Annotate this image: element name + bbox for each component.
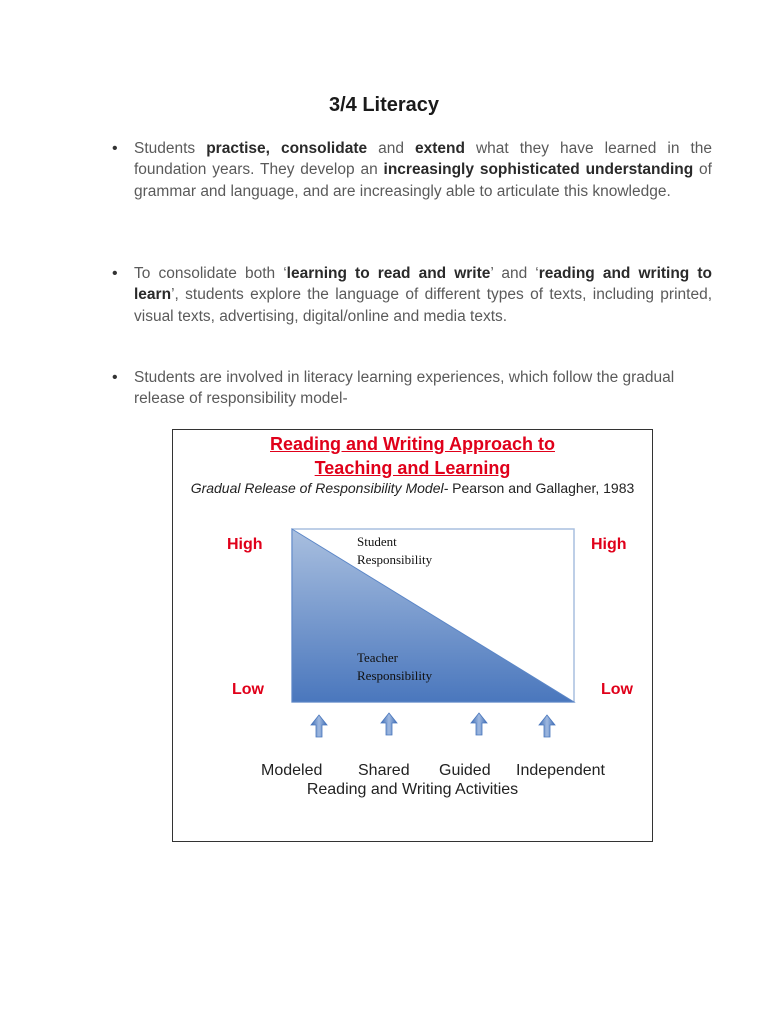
page-title: 3/4 Literacy	[328, 94, 440, 116]
text-run: Students are involved in literacy learning experiences, which follow the gradual release of responsibility model-	[134, 369, 675, 408]
bullet-dot-icon: •	[112, 140, 118, 157]
up-arrow-icon	[311, 715, 327, 737]
text-run: of grammar and language, and are increasingly able to articulate this knowledge.	[134, 161, 712, 200]
gradual-release-diagram	[172, 429, 653, 842]
bullet-text	[134, 367, 712, 410]
text-run: Students	[134, 140, 207, 157]
low-left-label: Low	[232, 681, 264, 698]
up-arrow-icon	[381, 713, 397, 735]
student-responsibility-line2: Responsibility	[357, 552, 433, 567]
bullet-item-2	[112, 263, 712, 327]
text-run: ’ and ‘	[490, 265, 539, 282]
up-arrow-icon	[471, 713, 487, 735]
text-run: and	[367, 140, 415, 157]
bullet-item-3	[112, 367, 712, 410]
high-left-label: High	[227, 536, 263, 553]
bold-phrase: reading and writing to learn	[134, 265, 712, 304]
bullet-dot-icon: •	[112, 265, 118, 282]
bold-phrase: learning to read and write	[286, 265, 491, 282]
bullet-text	[134, 263, 712, 327]
bullet-item-1	[112, 138, 712, 202]
text-run: ’, students explore the language of different types of texts, including printed, visual texts, advertising, digital/online and media texts.	[134, 286, 712, 325]
teacher-responsibility-line1: Teacher	[357, 650, 398, 665]
bold-phrase: increasingly sophisticated understanding	[383, 161, 694, 179]
bullet-list	[0, 0, 768, 420]
bullet-text	[134, 138, 712, 202]
diagram-subtitle-authors: Pearson and Gallagher, 1983	[448, 480, 635, 496]
up-arrow-icon	[539, 715, 555, 737]
diagram-title-line2: Teaching and Learning	[314, 458, 511, 478]
activity-modeled: Modeled	[261, 762, 323, 779]
teacher-responsibility-line2: Responsibility	[357, 668, 433, 683]
bold-phrase: extend	[415, 140, 465, 157]
low-right-label: Low	[601, 681, 633, 698]
activities-caption: Reading and Writing Activities	[306, 781, 519, 798]
bold-phrase: practise, consolidate	[206, 140, 368, 157]
student-responsibility-line1: Student	[357, 534, 397, 549]
bullet-dot-icon: •	[112, 369, 118, 386]
diagram-subtitle-model: Gradual Release of Responsibility Model-	[190, 480, 449, 496]
diagram-title-line1: Reading and Writing Approach to	[270, 434, 555, 454]
activity-shared: Shared	[358, 762, 410, 779]
activity-independent: Independent	[516, 762, 605, 779]
activity-guided: Guided	[439, 762, 491, 779]
text-run: To consolidate both ‘	[134, 265, 287, 282]
high-right-label: High	[591, 536, 627, 553]
text-run: what they have learned in the foundation years. They develop an	[134, 140, 712, 179]
